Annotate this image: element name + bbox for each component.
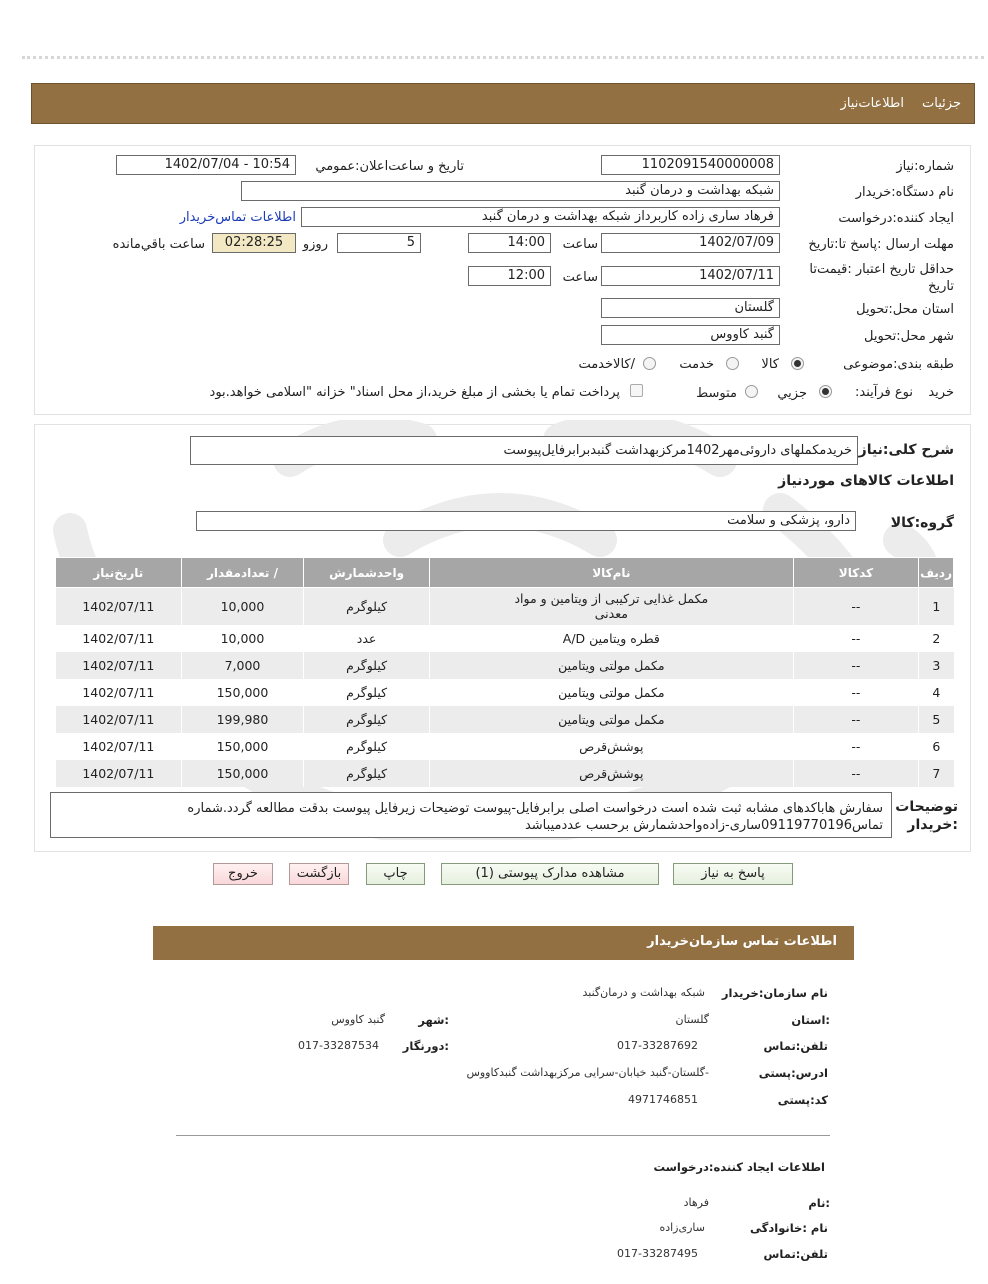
cell-row: 5 [919, 706, 954, 733]
category-goods-radio[interactable] [791, 357, 804, 370]
days-field: 5 [337, 233, 421, 253]
contact-address-label: ادرس:پستی [758, 1066, 828, 1080]
process-medium-radio[interactable] [745, 385, 758, 398]
goods-group-label: گروه:کالا [890, 515, 954, 531]
province-label: استان محل:تحویل [856, 302, 954, 317]
cell-row: 4 [919, 679, 954, 706]
cell-name: مکمل مولتی ویتامین [429, 679, 793, 706]
remaining-time-field: 02:28:25 [212, 233, 296, 253]
contact-postal-label: کد:پستی [777, 1093, 828, 1107]
col-code-header: کدکالا [793, 558, 918, 588]
contact-phone-label: تلفن:تماس [763, 1039, 828, 1053]
buyer-org-label: نام دستگاه:خریدار [855, 185, 954, 200]
cell-row: 1 [919, 588, 954, 625]
col-qty-header: / تعدادمقدار [181, 558, 304, 588]
breadcrumb-need-info[interactable]: اطلاعات‌نیاز [840, 96, 904, 111]
category-both-radio[interactable] [643, 357, 656, 370]
creator-info-title: اطلاعات ایجاد کننده:درخواست [653, 1160, 825, 1174]
category-label: طبقه بندی:موضوعی [843, 357, 954, 372]
contact-fax-label: :دورنگار [402, 1039, 449, 1053]
cell-qty: 150,000 [181, 733, 304, 760]
top-divider [22, 56, 984, 59]
deadline-label: مهلت ارسال :پاسخ تا:تاریخ [808, 237, 954, 252]
deadline-hour-label: ساعت [562, 237, 598, 252]
remaining-time-label: ساعت باقي‌مانده [112, 237, 205, 252]
process-medium-label: متوسط [696, 386, 737, 401]
buyer-contact-title: اطلاعات تماس سازمان‌خریدار [647, 934, 837, 949]
col-date-header: تاریخ‌نیاز [56, 558, 182, 588]
category-goods-label: کالا [761, 357, 779, 372]
contact-city-value: گنبد کاووس [331, 1013, 385, 1026]
category-service-radio[interactable] [726, 357, 739, 370]
cell-date: 1402/07/11 [56, 679, 182, 706]
back-button[interactable]: بازگشت [289, 863, 349, 885]
breadcrumb-details[interactable]: جزئیات [922, 96, 961, 111]
buyer-notes-line-2: تماس09119770196ساری-زاده‌واحدشمارش برحسب عددمیباشد [524, 818, 883, 833]
reply-button[interactable]: پاسخ به نیاز [673, 863, 793, 885]
table-row [56, 679, 954, 706]
category-service-label: خدمت [679, 357, 714, 372]
cell-qty: 7,000 [181, 652, 304, 679]
announce-date-field: 1402/07/04 - 10:54 [116, 155, 296, 175]
summary-field: خریدمکملهای داروئی‌مهر1402مرکزبهداشت گنبدبرابرفایل‌پیوست [190, 436, 858, 465]
cell-qty: 199,980 [181, 706, 304, 733]
buyer-notes-label-1: توضیحات [895, 799, 958, 815]
cell-code: -- [793, 760, 918, 787]
creator-name-label: :نام [808, 1196, 830, 1210]
buyer-notes-line-1: سفارش هاباکدهای مشابه ثبت شده است درخواست اصلی برابرفایل-پیوست توضیحات زیرفایل پیوست بدقت مطالعه گردد.شماره [187, 801, 883, 816]
cell-date: 1402/07/11 [56, 733, 182, 760]
table-row [56, 733, 954, 760]
cell-date: 1402/07/11 [56, 706, 182, 733]
buyer-notes-label-2: :خریدار [907, 817, 958, 833]
cell-name: پوشش‌قرص [429, 733, 793, 760]
treasury-payment-checkbox[interactable] [630, 384, 643, 397]
print-button[interactable]: چاپ [366, 863, 425, 885]
buyer-org-field: شبکه بهداشت و درمان گنبد [241, 181, 780, 201]
cell-unit: کیلوگرم [304, 733, 430, 760]
contact-fax-value: 017-33287534 [298, 1039, 379, 1052]
cell-code: -- [793, 588, 918, 625]
cell-date: 1402/07/11 [56, 652, 182, 679]
announce-date-label: تاریخ و ساعت‌اعلان:عمومي [315, 159, 464, 174]
cell-unit: کیلوگرم [304, 679, 430, 706]
city-label: شهر محل:تحویل [864, 329, 954, 344]
cell-qty: 150,000 [181, 760, 304, 787]
cell-code: -- [793, 706, 918, 733]
contact-phone-value: 017-33287692 [617, 1039, 698, 1052]
contact-address-value: -گلستان-گنبد خیابان-سرایی مرکزبهداشت گنبدکاووس [466, 1066, 709, 1079]
cell-row: 6 [919, 733, 954, 760]
cell-date: 1402/07/11 [56, 625, 182, 652]
contact-postal-value: 4971746851 [628, 1093, 698, 1106]
col-row-header: ردیف [919, 558, 954, 588]
col-name-header: نام‌کالا [429, 558, 793, 588]
cell-code: -- [793, 733, 918, 760]
table-row [56, 652, 954, 679]
col-unit-header: واحدشمارش [304, 558, 430, 588]
deadline-date-field: 1402/07/09 [601, 233, 780, 253]
creator-name-value: فرهاد [683, 1196, 709, 1209]
validity-time-field: 12:00 [468, 266, 551, 286]
cell-code: -- [793, 625, 918, 652]
creator-phone-label: تلفن:تماس [763, 1247, 828, 1261]
cell-row: 7 [919, 760, 954, 787]
deadline-time-field: 14:00 [468, 233, 551, 253]
view-attachments-button[interactable]: مشاهده مدارک پیوستی (1) [441, 863, 659, 885]
process-label: نوع فرآیند: [855, 385, 913, 400]
table-row [56, 760, 954, 787]
contact-city-label: :شهر [418, 1013, 449, 1027]
items-table [55, 557, 954, 787]
contact-province-label: :استان [791, 1013, 830, 1027]
cell-date: 1402/07/11 [56, 588, 182, 625]
creator-family-label: نام :خانوادگی [750, 1221, 828, 1235]
cell-name: قطره ویتامین A/D [429, 625, 793, 652]
need-number-label: شماره:نیاز [896, 159, 954, 174]
cell-unit: کیلوگرم [304, 706, 430, 733]
items-title: اطلاعات کالاهای موردنیاز [778, 473, 954, 489]
cell-qty: 10,000 [181, 625, 304, 652]
days-label: روزو [302, 237, 328, 252]
cell-unit: کیلوگرم [304, 760, 430, 787]
cell-row: 3 [919, 652, 954, 679]
process-buy-label: خرید [928, 385, 954, 400]
category-both-label: /کالاخدمت [578, 357, 635, 372]
cell-code: -- [793, 652, 918, 679]
contact-divider [176, 1135, 830, 1136]
table-row [56, 588, 954, 625]
city-field: گنبد کاووس [601, 325, 780, 345]
buyer-contact-header [153, 926, 854, 960]
treasury-payment-label: پرداخت تمام یا بخشی از مبلغ خرید،از محل اسناد" خزانه "اسلامی خواهد.بود [209, 385, 620, 400]
creator-label: ایجاد کننده:درخواست [838, 211, 954, 226]
validity-date-field: 1402/07/11 [601, 266, 780, 286]
contact-province-value: گلستان [675, 1013, 709, 1026]
process-partial-label: جزيي [777, 386, 807, 401]
goods-group-field: دارو، پزشکی و سلامت [196, 511, 856, 531]
cell-qty: 10,000 [181, 588, 304, 625]
page-header [31, 83, 975, 124]
exit-button[interactable]: خروج [213, 863, 273, 885]
table-row [56, 706, 954, 733]
table-row [56, 625, 954, 652]
cell-name: مکمل مولتی ویتامین [429, 706, 793, 733]
validity-hour-label: ساعت [562, 270, 598, 285]
cell-name: مکمل غذایی ترکیبی از ویتامین و مواد معدنی [429, 588, 793, 625]
process-partial-radio[interactable] [819, 385, 832, 398]
need-number-field: 1102091540000008 [601, 155, 780, 175]
cell-unit: کیلوگرم [304, 652, 430, 679]
cell-name: پوشش‌قرص [429, 760, 793, 787]
cell-qty: 150,000 [181, 679, 304, 706]
cell-code: -- [793, 679, 918, 706]
creator-phone-value: 017-33287495 [617, 1247, 698, 1260]
cell-date: 1402/07/11 [56, 760, 182, 787]
creator-field: فرهاد ساری زاده کاربرداز شبکه بهداشت و درمان گنبد [301, 207, 780, 227]
creator-family-value: ساری‌زاده [659, 1221, 705, 1234]
org-value: شبکه بهداشت و درمان‌گنبد [582, 986, 705, 999]
cell-unit: کیلوگرم [304, 588, 430, 625]
cell-row: 2 [919, 625, 954, 652]
summary-label: شرح کلی:نیاز [858, 442, 954, 458]
cell-unit: عدد [304, 625, 430, 652]
buyer-notes-field [50, 792, 892, 838]
validity-label: حداقل تاريخ اعتبار :قیمت‌تا تاریخ [809, 262, 954, 294]
province-field: گلستان [601, 298, 780, 318]
cell-name: مکمل مولتی ویتامین [429, 652, 793, 679]
buyer-contact-link[interactable]: اطلاعات تماس‌خریدار [179, 210, 296, 225]
org-label: نام سازمان:خریدار [721, 986, 828, 1000]
